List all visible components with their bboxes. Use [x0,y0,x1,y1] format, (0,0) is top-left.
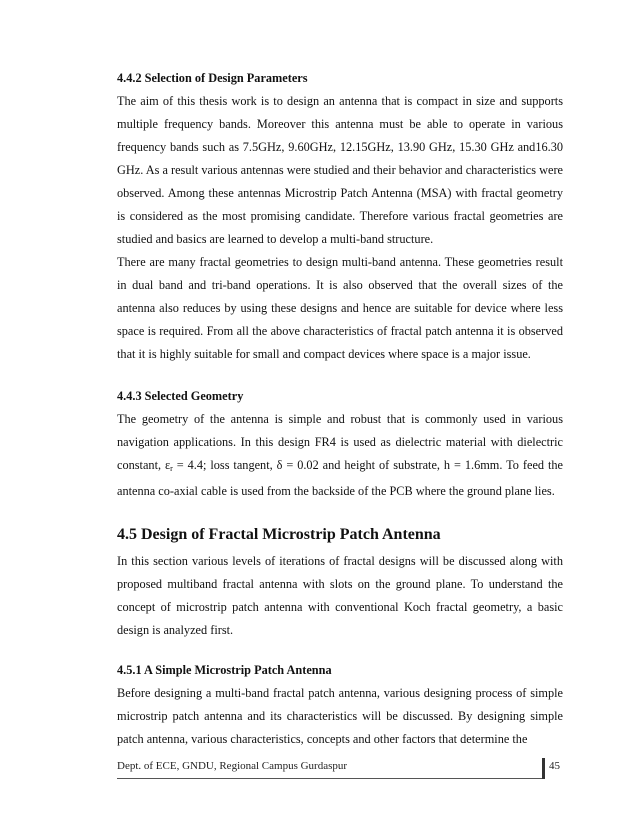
paragraph-selected-geometry [117,408,563,503]
section-heading-4-4-3: 4.4.3 Selected Geometry [117,389,244,403]
paragraph-fractal-geometries: There are many fractal geometries to design multi-band antenna. These geometries result in dual band and tri-band operations. It is also observed that the overall sizes of the antenna also reduces by using these designs and hence are suitable for device where less space is required. From all the above characteristics of fractal patch antenna it is observed that it is highly suitable for small and compact devices where space is a major issue. [117,255,563,361]
paragraph-simple-patch: Before designing a multi-band fractal patch antenna, various designing process of simple microstrip patch antenna and its characteristics will be discussed. By designing simple patch antenna, various characteristics, concepts and other factors that determine the [117,686,563,746]
geometry-text-part-2: = 4.4; loss tangent, δ = 0.02 and height of substrate, h = 1.6mm. To feed the antenna co-axial cable is used from the backside of the PCB where the ground plane lies. [117,458,563,498]
paragraph-design-aim: The aim of this thesis work is to design an antenna that is compact in size and supports multiple frequency bands. Moreover this antenna must be able to operate in various frequency bands such as 7.5GHz, 9.60GHz, 12.15GHz, 13.90 GHz, 15.30 GHz and16.30 GHz. As a result various antennas were studied and their behavior and characteristics were observed. Among these antennas Microstrip Patch Antenna (MSA) with fractal geometry is considered as the most promising candidate. Therefore various fractal geometries are studied and basics are learned to develop a multi-band structure. [117,94,563,246]
page-number: 45 [549,760,560,772]
geometry-text-part-1: The geometry of the antenna is simple and robust that is commonly used in various navigation applications. In this design FR4 is used as dielectric material with dielectric constant, ε [117,412,563,472]
paragraph-fractal-design-intro: In this section various levels of iterations of fractal designs will be discussed along with proposed multiband fractal antenna with slots on the ground plane. To understand the concept of microstrip patch antenna with conventional Koch fractal geometry, a basic design is analyzed first. [117,554,563,637]
page-content [117,70,563,751]
section-heading-4-5-1: 4.5.1 A Simple Microstrip Patch Antenna [117,663,332,677]
epsilon-subscript: r [170,464,173,473]
footer-separator-bar [542,758,545,779]
footer-department: Dept. of ECE, GNDU, Regional Campus Gurdaspur [117,760,348,772]
footer-rule [117,778,542,779]
section-heading-4-5: 4.5 Design of Fractal Microstrip Patch Antenna [117,526,441,543]
page-footer [117,758,563,780]
section-heading-4-4-2: 4.4.2 Selection of Design Parameters [117,71,308,85]
